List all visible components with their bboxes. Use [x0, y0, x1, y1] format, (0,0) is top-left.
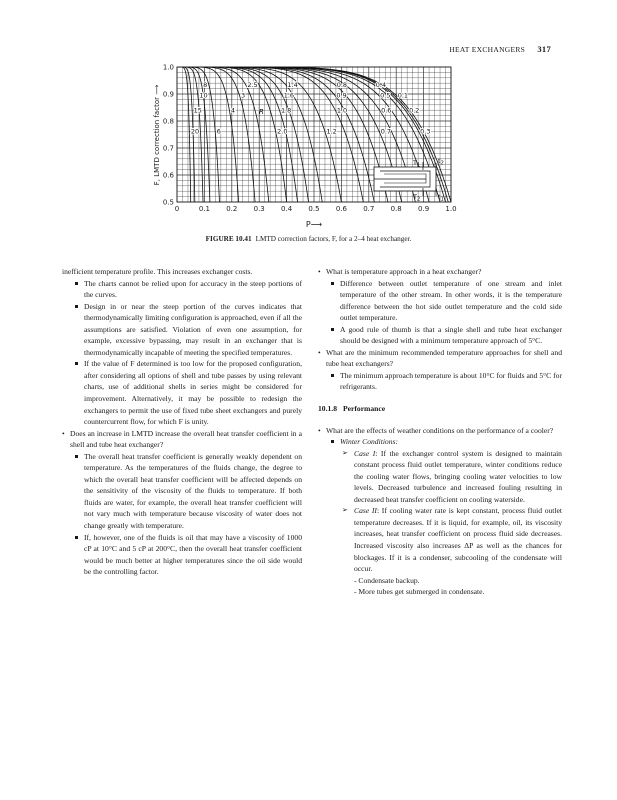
r-curve-label: 0.7	[380, 127, 392, 136]
case-item	[318, 505, 562, 574]
r-curve-label: 1.4	[287, 81, 298, 90]
figure-caption-text: LMTD correction factors, F, for a 2–4 heat exchanger.	[255, 235, 412, 243]
r-curve-label: 0.1	[397, 91, 409, 100]
section-heading	[318, 403, 562, 415]
dash-item: - More tubes get submerged in condensate.	[354, 587, 485, 597]
r-curve-label: 0.6	[381, 106, 392, 115]
question-item: • What is temperature approach in a heat exchanger?	[318, 266, 562, 278]
bullet-item: Winter Conditions:	[318, 436, 562, 448]
running-header	[449, 44, 551, 54]
r-curve-label: 1.2	[326, 127, 337, 136]
y-tick-label: 0.5	[162, 198, 174, 207]
bullet-item: A good rule of thumb is that a single shell and tube heat exchanger should be designed with a minimum temperature approach of 5°C.	[318, 324, 562, 347]
x-tick-label: 0.2	[226, 205, 238, 213]
r-curve-label: 1.8	[280, 106, 292, 115]
r-curve-20	[177, 67, 191, 202]
section-number: 10.1.8	[318, 404, 337, 414]
r-curve-label: 8	[203, 81, 208, 90]
y-axis-label: F, LMTD correction factor ⟶	[153, 84, 161, 186]
r-curve-label: 4	[230, 106, 236, 115]
r-curve-label: 2.5	[247, 81, 258, 90]
case-label: Case II	[354, 506, 377, 516]
r-curve-label: 3	[240, 91, 246, 100]
y-tick-label: 0.7	[162, 144, 174, 153]
x-tick-label: 0.8	[390, 205, 402, 213]
x-tick-label: 0	[174, 205, 180, 213]
label-T2: $T_2$	[413, 193, 421, 203]
bullet-item: The minimum approach temperature is about 10°C for fluids and 5°C for refrigerants.	[318, 370, 562, 393]
bullet-item: Difference between outlet temperature of one stream and inlet temperature of the other stream. In other words, it is the temperature difference between the hot side outlet temperature and the cold side outlet temperature.	[318, 278, 562, 324]
bullet-item: The overall heat transfer coefficient is generally weakly dependent on temperature. As the temperatures of the fluids change, the degree to which the overall heat transfer coefficient will be affected depends on the sensitivity of the viscosity of the fluids to temperature. If both fluids are water, for example, the overall heat transfer coefficient will not vary much with temperature because viscosity of water does not change greatly with temperature.	[62, 451, 302, 532]
r-curve-label: 0.8	[336, 81, 348, 90]
bullet-item: If, however, one of the fluids is oil that may have a viscosity of 1000 cP at 10°C and 5 cP at 200°C, then the overall heat transfer coefficient would be much better at higher temperatures since the oil side would be the controlling factor.	[62, 532, 302, 578]
label-t1: $t_1$	[438, 193, 444, 203]
x-tick-label: 1.0	[445, 205, 457, 213]
x-tick-label: 0.5	[308, 205, 320, 213]
label-t2: $t_2$	[438, 157, 444, 167]
figure-caption	[0, 235, 617, 243]
case-label: Case I	[354, 448, 376, 458]
figure-label: FIGURE 10.41	[205, 235, 252, 243]
r-curve-label: 1.0	[336, 106, 348, 115]
r-curve-label: 6	[216, 127, 221, 136]
right-column	[318, 266, 562, 598]
param-label-r: R	[259, 108, 264, 116]
bullet-item: If the value of F determined is too low for the proposed configuration, after considering all options of shell and tube passes by using relevant charts, use of additional shells in series might be considered for improvement. Alternatively, it may be possible to redesign the exchangers to permit the use of fixed tube sheet exchangers and purely countercurrent flow, for which F is unity.	[62, 358, 302, 427]
section-title: Performance	[342, 404, 386, 414]
curve-labels	[191, 81, 431, 136]
running-title: HEAT EXCHANGERS	[449, 45, 526, 54]
r-curve-label: 10	[199, 91, 208, 100]
question-item: • What are the effects of weather conditions on the performance of a cooler?	[318, 425, 562, 437]
y-tick-label: 1.0	[162, 63, 174, 72]
r-curve-label: 15	[193, 106, 202, 115]
r-curve-label: 2.0	[277, 127, 288, 136]
case-text: : If the exchanger control system is designed to maintain constant process fluid outlet temperature, winter conditions reduce the cooling water flows, bringing cooling water velocities to low levels. Decreased turbulence and increased fouling resulting in decreased heat transfer coefficient on cooling waterside.	[354, 448, 562, 504]
x-tick-label: 0.1	[198, 205, 210, 213]
y-tick-labels	[163, 64, 175, 207]
r-curve-label: 1.6	[283, 91, 295, 100]
r-curve-label: 0.9	[336, 91, 347, 100]
y-tick-label: 0.9	[162, 90, 174, 99]
paragraph: inefficient temperature profile. This increases exchanger costs.	[62, 267, 253, 276]
page-number: 317	[537, 44, 551, 54]
r-curve-label: 0.5	[380, 91, 391, 100]
x-axis-label: P⟶	[305, 220, 323, 229]
x-tick-label: 0.6	[335, 205, 347, 213]
question-item: • Does an increase in LMTD increase the overall heat transfer coefficient in a shell and tube heat exchanger?	[62, 428, 302, 451]
r-curve-label: 0.2	[409, 106, 420, 115]
r-curve-label: 20	[190, 127, 200, 136]
case-text: : If cooling water rate is kept constant, process fluid outlet temperature decreases. If it is liquid, for example, oil, its viscosity increases, heat transfer coefficient on process fluid side decreases. Increased viscosity also increases ΔP as well as the chances for blockages. If it is a condenser, subcooling of the condensate will occur.	[354, 506, 562, 574]
r-curve-label: 0.4	[375, 81, 387, 90]
lmtd-correction-chart	[150, 60, 470, 230]
x-tick-labels	[175, 205, 457, 213]
x-tick-label: 0.7	[363, 205, 375, 213]
case-item	[318, 448, 562, 506]
x-tick-label: 0.9	[418, 205, 430, 213]
r-curve-4	[177, 67, 239, 202]
bullet-item: Design in or near the steep portion of the curves indicates that thermodynamically limiting configuration is approached, even if all the assumptions are satisfied. Violation of even one assumption, for example, excessive bypassing, may result in an exchanger that is thermodynamically incapable of meeting the specified temperatures.	[62, 301, 302, 359]
left-column	[62, 266, 302, 578]
x-tick-label: 0.3	[253, 205, 265, 213]
r-curve-label: 0.3	[420, 127, 431, 136]
x-tick-label: 0.4	[281, 205, 293, 213]
y-tick-label: 0.8	[162, 117, 174, 126]
label-T1: $T_1$	[413, 159, 421, 169]
dash-item: - Condensate backup.	[354, 575, 420, 585]
bullet-item: The charts cannot be relied upon for accuracy in the steep portions of the curves.	[62, 278, 302, 301]
y-tick-label: 0.6	[162, 171, 174, 180]
question-item: • What are the minimum recommended temperature approaches for shell and tube heat exchangers?	[318, 347, 562, 370]
